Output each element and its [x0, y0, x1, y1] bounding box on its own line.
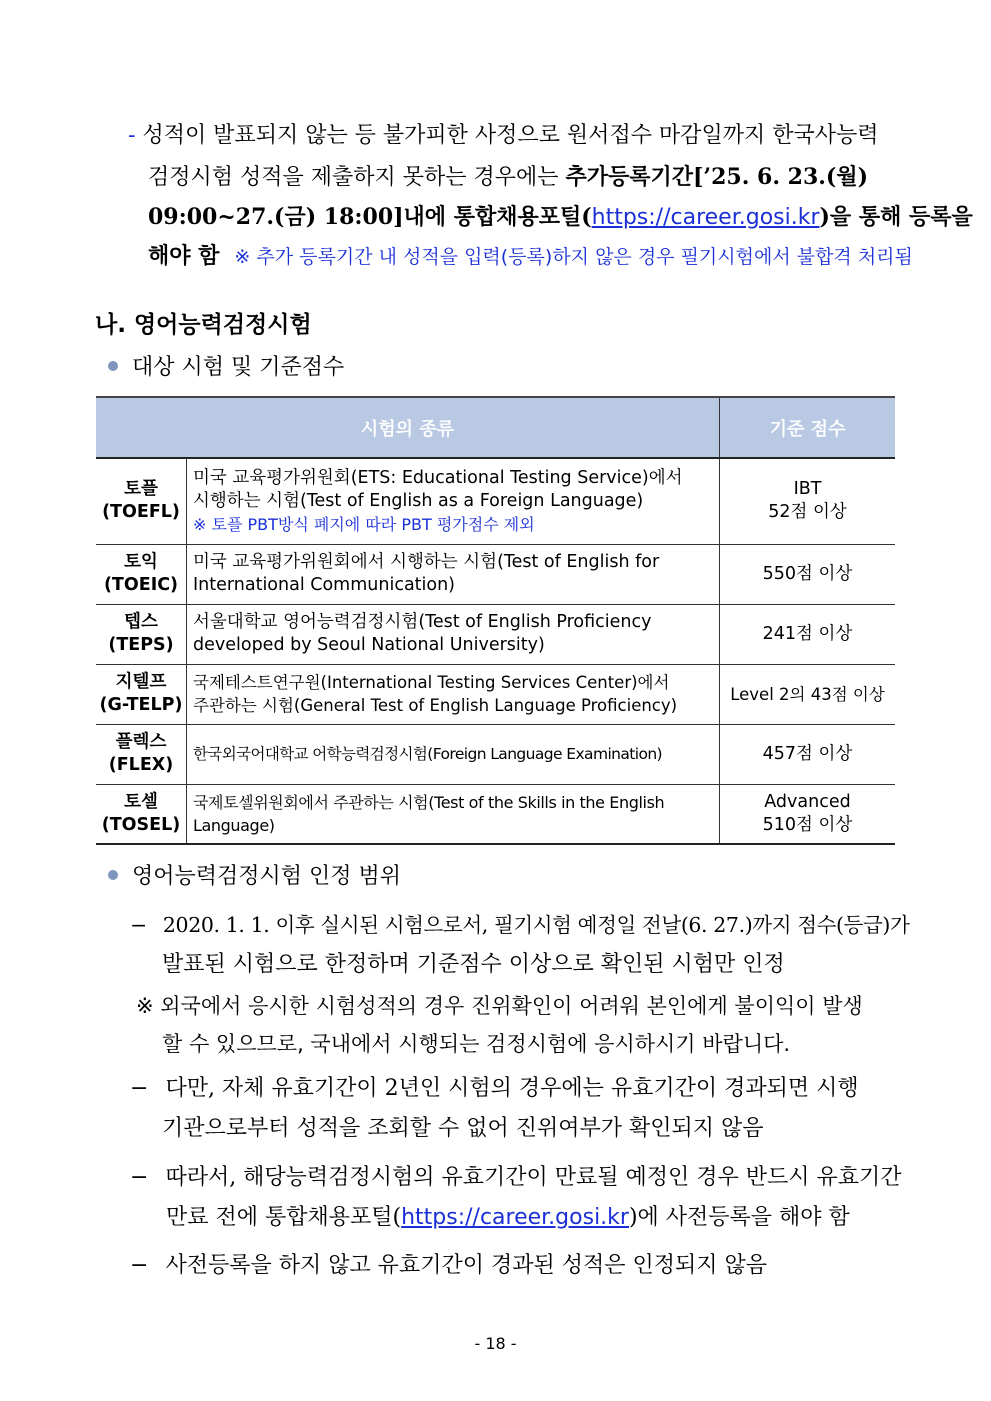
exam-score: Level 2의 43점 이상: [730, 684, 885, 704]
note-line-2: [162, 1029, 790, 1059]
exam-desc: 국제테스트연구원(International Testing Services Center)에서: [193, 673, 670, 692]
exam-table: [96, 396, 895, 845]
exam-abbr: (TOSEL): [101, 814, 181, 835]
item-3-text-a: 따라서, 해당능력검정시험의 유효기간이 만료될 예정인 경우 반드시 유효기간: [165, 1165, 902, 1190]
item-1-text-a: 2020. 1. 1. 이후 실시된 시험으로서, 필기시험 예정일 전날(6. 27.)까지 점수(등급)가: [162, 913, 910, 937]
exam-desc: developed by Seoul National University): [193, 635, 545, 655]
exam-score: 52점 이상: [768, 502, 847, 523]
bullet-target-exams: [108, 353, 344, 383]
exam-name: 지텔프: [115, 672, 167, 692]
bullet-dot-icon: [108, 361, 118, 371]
note-text-b: 할 수 있으므로, 국내에서 시행되는 검정시험에 응시하시기 바랍니다.: [162, 1032, 791, 1056]
exam-desc-cell: [187, 544, 720, 604]
intro-text-2a: 검정시험 성적을 제출하지 못하는 경우에는: [148, 165, 566, 190]
intro-text-4a: 해야 함: [148, 243, 220, 269]
exam-desc: 주관하는 시험(General Test of English Language Proficiency): [193, 696, 678, 715]
item-4-line-1: [130, 1251, 767, 1281]
exam-desc: International Communication): [193, 575, 456, 595]
table-row: [96, 458, 895, 544]
table-row: [96, 724, 895, 784]
table-row: [96, 784, 895, 844]
exam-name: 텝스: [124, 612, 158, 632]
table-row: [96, 544, 895, 604]
exam-name-cell: [96, 458, 187, 544]
item-2-line-1: [130, 1074, 859, 1104]
exam-name-cell: [96, 544, 187, 604]
exam-desc: Language): [193, 815, 275, 835]
exam-name-cell: [96, 784, 187, 844]
exam-score: 457점 이상: [762, 743, 853, 764]
exam-desc-cell: [187, 458, 720, 544]
header-exam-type: 시험의 종류: [96, 397, 720, 458]
exam-score: 550점 이상: [762, 563, 853, 584]
exam-desc: 시행하는 시험(Test of English as a Foreign Language): [193, 490, 644, 511]
table-row: [96, 604, 895, 664]
header-standard-score: 기준 점수: [720, 397, 896, 458]
intro-dash: -: [128, 123, 136, 148]
exam-score: Advanced: [764, 791, 851, 812]
intro-portal-link[interactable]: https://career.gosi.kr: [591, 205, 820, 230]
item-1-line-2: [162, 950, 785, 980]
section-title: 나. 영어능력검정시험: [95, 312, 312, 338]
exam-score: 241점 이상: [762, 623, 853, 644]
item-2-line-2: [162, 1114, 764, 1144]
item-1-line-1: [130, 910, 909, 940]
item-3-line-1: [130, 1163, 901, 1193]
exam-desc: 미국 교육평가위원회(ETS: Educational Testing Service)에서: [193, 467, 683, 488]
exam-score: 510점 이상: [762, 814, 853, 835]
exam-desc: 서울대학교 영어능력검정시험(Test of English Proficiency: [193, 612, 652, 632]
exam-name-cell: [96, 604, 187, 664]
exam-name: 토셀: [124, 791, 158, 812]
exam-abbr: (TOEIC): [103, 575, 179, 595]
exam-note: ※ 토플 PBT방식 폐지에 따라 PBT 평가점수 제외: [193, 514, 535, 534]
bullet-target-exams-text: 대상 시험 및 기준점수: [132, 355, 345, 380]
exam-desc-cell: [187, 784, 720, 844]
exam-desc-cell: [187, 664, 720, 724]
item-dash: −: [130, 1076, 149, 1101]
note-text-a: ※ 외국에서 응시한 시험성적의 경우 진위확인이 어려워 본인에게 불이익이 발생: [136, 994, 863, 1018]
intro-line-4: [148, 241, 913, 272]
exam-score-cell: [720, 604, 896, 664]
exam-abbr: (TOEFL): [102, 502, 180, 523]
exam-abbr: (G-TELP): [99, 695, 183, 715]
bullet-dot-icon: [108, 870, 118, 880]
exam-name: 토익: [124, 552, 158, 572]
bullet-recognition-scope-text: 영어능력검정시험 인정 범위: [132, 864, 402, 889]
intro-text-3a: 09:00~27.(금) 18:00]내에 통합채용포털(: [148, 204, 592, 230]
item-4-text: 사전등록을 하지 않고 유효기간이 경과된 성적은 인정되지 않음: [165, 1253, 767, 1278]
exam-score-cell: [720, 664, 896, 724]
intro-line-2: [148, 162, 868, 193]
exam-name-cell: [96, 664, 187, 724]
intro-note: ※ 추가 등록기간 내 성적을 입력(등록)하지 않은 경우 필기시험에서 불합격 처리됨: [234, 246, 913, 268]
exam-score-cell: [720, 458, 896, 544]
exam-desc: 국제토셀위원회에서 주관하는 시험(Test of the Skills in the English: [193, 792, 665, 812]
item-2-text-b: 기관으로부터 성적을 조회할 수 없어 진위여부가 확인되지 않음: [162, 1116, 764, 1141]
page-number: - 18 -: [474, 1334, 517, 1353]
item-3-text-b-post: )에 사전등록을 해야 함: [628, 1205, 850, 1230]
table-header-row: [96, 397, 895, 458]
intro-text-3b: )을 통해 등록을: [819, 204, 973, 230]
exam-desc: 미국 교육평가위원회에서 시행하는 시험(Test of English for: [193, 552, 660, 572]
note-line-1: [136, 991, 863, 1021]
exam-score-cell: [720, 784, 896, 844]
exam-name: 플렉스: [115, 732, 167, 752]
exam-abbr: (FLEX): [108, 755, 174, 775]
intro-line-1: [128, 121, 878, 151]
item-dash: −: [130, 913, 147, 937]
exam-score-cell: [720, 544, 896, 604]
item-3-portal-link[interactable]: https://career.gosi.kr: [401, 1205, 629, 1230]
exam-score: IBT: [793, 479, 822, 500]
item-3-text-b-pre: 만료 전에 통합채용포털(: [166, 1205, 402, 1230]
intro-period-start: 추가등록기간[’25. 6. 23.(월): [565, 164, 869, 190]
exam-desc-cell: [187, 604, 720, 664]
item-3-line-2: [166, 1203, 850, 1233]
intro-text-1: 성적이 발표되지 않는 등 불가피한 사정으로 원서접수 마감일까지 한국사능력: [142, 123, 879, 148]
table-row: [96, 664, 895, 724]
exam-name: 토플: [124, 479, 158, 500]
exam-desc: 한국외국어대학교 어학능력검정시험(Foreign Language Examination): [193, 744, 663, 763]
exam-abbr: (TEPS): [108, 635, 174, 655]
item-dash: −: [130, 1253, 149, 1278]
item-1-text-b: 발표된 시험으로 한정하며 기준점수 이상으로 확인된 시험만 인정: [162, 952, 785, 977]
intro-line-3: [148, 202, 973, 233]
item-dash: −: [130, 1165, 149, 1190]
bullet-recognition-scope: [108, 862, 401, 892]
exam-name-cell: [96, 724, 187, 784]
exam-score-cell: [720, 724, 896, 784]
exam-desc-cell: [187, 724, 720, 784]
item-2-text-a: 다만, 자체 유효기간이 2년인 시험의 경우에는 유효기간이 경과되면 시행: [165, 1076, 859, 1101]
